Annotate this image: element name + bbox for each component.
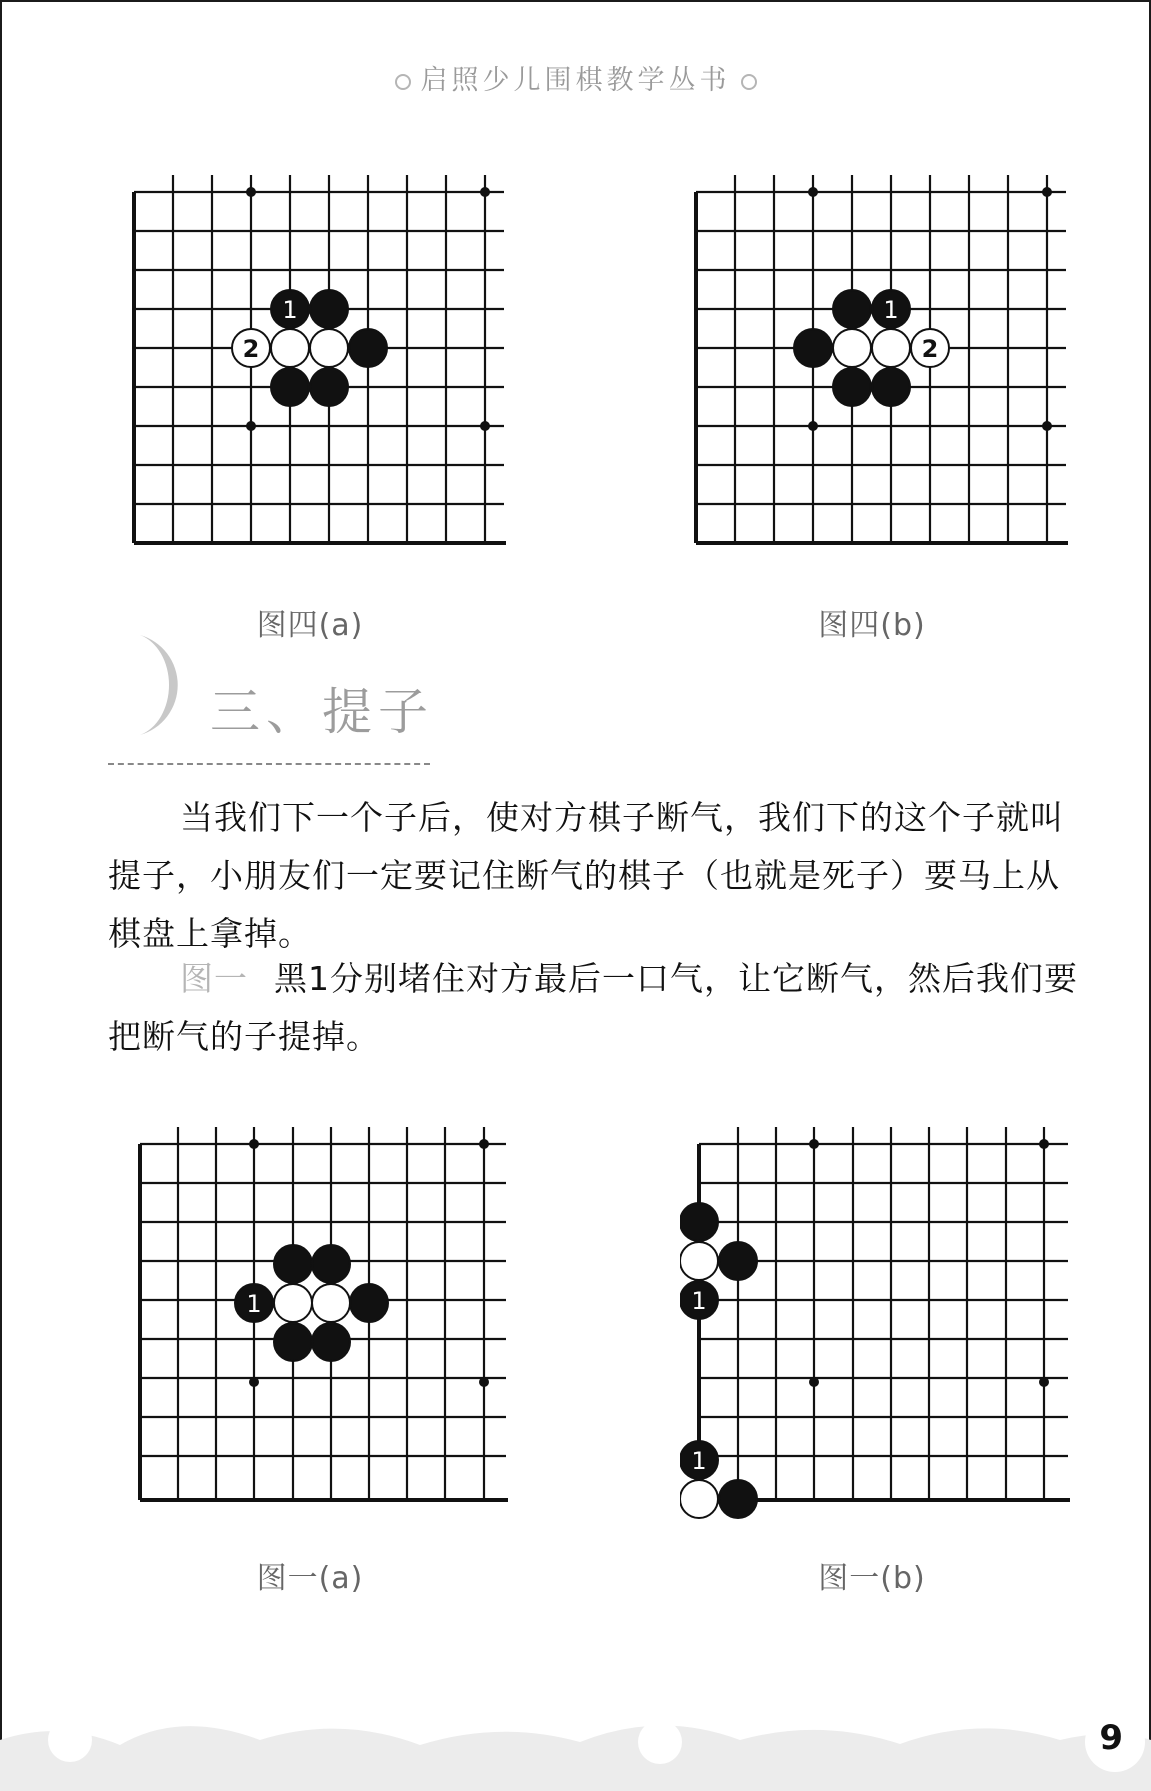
go-board-fig1b xyxy=(680,1122,1075,1522)
black-stone xyxy=(271,368,309,406)
figure-caption: 图四(b) xyxy=(818,608,926,643)
section-crescent-ornament xyxy=(100,630,180,740)
move-number-label: 1 xyxy=(282,296,298,324)
page-number: 9 xyxy=(1099,1718,1123,1758)
black-stone xyxy=(310,368,348,406)
figure-reference: 图一 xyxy=(180,959,248,998)
move-number-label: 1 xyxy=(691,1447,707,1475)
paragraph-text: 当我们下一个子后，使对方棋子断气，我们下的这个子就叫提子，小朋友们一定要记住断气的棋子（也就是死子）要马上从棋盘上拿掉。 xyxy=(108,798,1064,953)
running-header xyxy=(0,58,1151,97)
footer-cloud-decoration xyxy=(0,1700,1151,1791)
move-number-label: 1 xyxy=(246,1290,262,1318)
paragraph-text: 黑1分别堵住对方最后一口气，让它断气，然后我们要把断气的子提掉。 xyxy=(108,959,1078,1056)
black-stone xyxy=(349,329,387,367)
figure-caption: 图一(b) xyxy=(818,1561,926,1596)
go-board-fig1a xyxy=(122,1122,512,1522)
header-ornament-left xyxy=(395,74,411,90)
black-stone xyxy=(310,290,348,328)
section-title: 三、提子 xyxy=(210,683,434,741)
move-number-label: 2 xyxy=(921,335,939,363)
go-board-fig4b xyxy=(682,170,1072,580)
section-divider xyxy=(108,763,430,765)
move-number-label: 2 xyxy=(242,335,260,363)
paragraph xyxy=(108,789,1083,963)
white-stone xyxy=(271,329,309,367)
move-number-label: 1 xyxy=(883,296,899,324)
paragraph xyxy=(108,950,1083,1066)
go-board-fig4a xyxy=(120,170,510,580)
white-stone xyxy=(310,329,348,367)
series-title: 启照少儿围棋教学丛书 xyxy=(420,65,731,96)
header-ornament-right xyxy=(741,74,757,90)
figure-caption: 图一(a) xyxy=(256,1561,364,1596)
move-number-label: 1 xyxy=(691,1287,707,1315)
figure-caption: 图四(a) xyxy=(256,608,364,643)
